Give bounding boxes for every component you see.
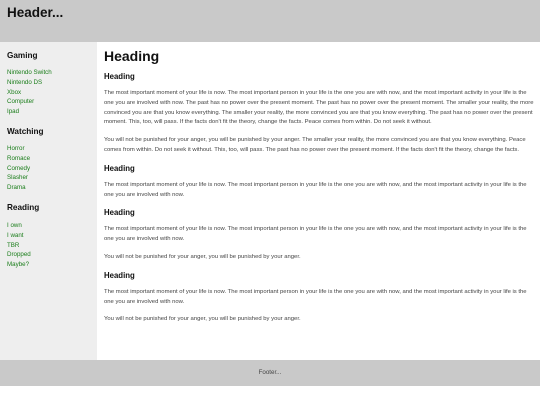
sidebar-link-nintendo-ds[interactable]: Nintendo DS [7, 78, 43, 86]
sidebar-link-xbox[interactable]: Xbox [7, 88, 22, 96]
paragraph: The most important moment of your life is now. The most important person in your life is the one you are with now, and the most important activity in your life is the one you are involved with now. [104, 226, 527, 243]
paragraph: The most important moment of your life is now. The most important person in your life is the one you are with now, and the most important activity in your life is the one you are involved with now. [104, 181, 527, 198]
sidebar-link-maybe[interactable]: Maybe? [7, 261, 30, 269]
sidebar-link-comedy[interactable]: Comedy [7, 164, 31, 172]
sidebar-link-nintendo-switch[interactable]: Nintendo Switch [7, 69, 52, 76]
section-heading: Heading [104, 270, 135, 280]
main-content [97, 42, 540, 360]
page-footer [0, 360, 540, 386]
page-header [0, 0, 540, 42]
sidebar [0, 42, 97, 360]
sidebar-link-romace[interactable]: Romace [7, 154, 31, 162]
sidebar-heading-gaming: Gaming [7, 51, 38, 60]
sidebar-link-ipad[interactable]: Ipad [7, 108, 20, 116]
paragraph: You will not be punished for your anger, you will be punished by your anger. The smaller your reality, the more convinced you are that you know everything. Peace comes from within. Do not seek it without. This, too, will pass. The past has no power over the present moment. If the facts don't fit the theory, change the facts. [104, 137, 526, 153]
sidebar-link-slasher[interactable]: Slasher [7, 174, 28, 182]
page-title: Heading [104, 48, 160, 64]
sidebar-link-i-own[interactable]: I own [7, 222, 22, 229]
sidebar-heading-reading: Reading [7, 203, 40, 212]
sidebar-list-gaming [7, 68, 52, 117]
sidebar-list-watching [7, 144, 30, 193]
paragraph: The most important moment of your life is now. The most important person in your life is the one you are with now, and the most important activity in your life is the one you are involved with now. [104, 288, 527, 305]
sidebar-link-computer[interactable]: Computer [7, 98, 35, 106]
sidebar-link-dropped[interactable]: Dropped [7, 251, 31, 259]
section-heading: Heading [104, 208, 135, 218]
sidebar-list-reading [7, 221, 31, 270]
section-heading: Heading [104, 163, 135, 173]
paragraph: The most important moment of your life is now. The most important person in your life is the one you are with now, and the most important activity in your life is the one you are involved with now. The past has no power over the present moment. The past has no power over the present moment. The smaller your reality, the more convinced you are that you know everything. The smaller your reality, the more convinced you are that you know everything. The past has no power over the present moment. This, too, will pass. If the facts don't fit the theory, change the facts. Peace comes from within. Do not seek it without. [104, 90, 534, 126]
paragraph: You will not be punished for your anger, you will be punished by your anger. [104, 253, 301, 260]
sidebar-link-i-want[interactable]: I want [7, 231, 24, 239]
footer-text: Footer... [258, 369, 282, 376]
paragraph: You will not be punished for your anger, you will be punished by your anger. [104, 316, 301, 323]
sidebar-link-drama[interactable]: Drama [7, 184, 26, 192]
sidebar-link-tbr[interactable]: TBR [7, 241, 20, 249]
section-heading: Heading [104, 72, 135, 81]
sidebar-link-horror[interactable]: Horror [7, 145, 25, 152]
sidebar-heading-watching: Watching [7, 127, 44, 136]
header-title: Header... [7, 5, 64, 20]
